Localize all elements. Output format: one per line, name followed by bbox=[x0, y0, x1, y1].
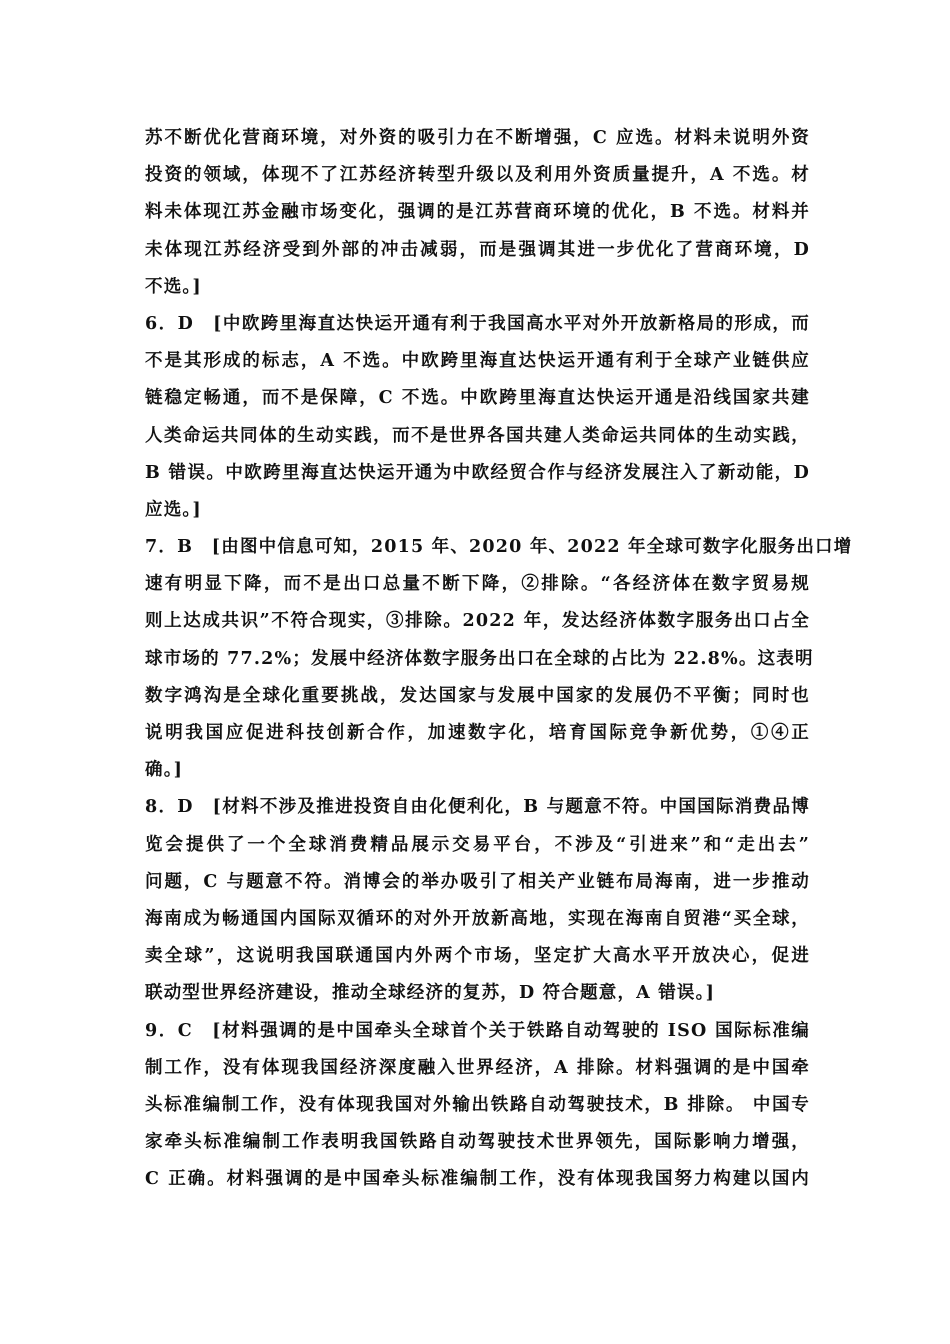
text-line: C 正确。材料强调的是中国牵头标准编制工作，没有体现我国努力构建以国内 bbox=[145, 1169, 810, 1190]
question-7-answer: 7．B [由图中信息可知，2015 年、2020 年、2022 年全球可数字化服务出口增 bbox=[145, 537, 853, 558]
text-line: 应选。] bbox=[145, 499, 202, 520]
text-line: 则上达成共识”不符合现实，③排除。2022 年，发达经济体数字服务出口占全 bbox=[145, 611, 810, 632]
text-line: 联动型世界经济建设，推动全球经济的复苏，D 符合题意，A 错误。] bbox=[145, 983, 716, 1004]
text-line: 不是其形成的标志，A 不选。中欧跨里海直达快运开通有利于全球产业链供应 bbox=[145, 351, 810, 372]
text-line: 确。] bbox=[145, 760, 184, 781]
text-line: 头标准编制工作，没有体现我国对外输出铁路自动驾驶技术，B 排除。 中国专 bbox=[145, 1094, 810, 1115]
text-line: 海南成为畅通国内国际双循环的对外开放新高地，实现在海南自贸港“买全球， bbox=[145, 908, 810, 929]
text-line: 问题，C 与题意不符。消博会的举办吸引了相关产业链布局海南，进一步推动 bbox=[145, 871, 810, 892]
text-line: 人类命运共同体的生动实践，而不是世界各国共建人类命运共同体的生动实践， bbox=[145, 425, 810, 446]
text-line: B 错误。中欧跨里海直达快运开通为中欧经贸合作与经济发展注入了新动能，D bbox=[145, 462, 810, 483]
question-6-answer: 6．D [中欧跨里海直达快运开通有利于我国高水平对外开放新格局的形成，而 bbox=[145, 313, 810, 334]
answer-explanations bbox=[145, 120, 853, 1198]
text-line: 苏不断优化营商环境，对外资的吸引力在不断增强，C 应选。材料未说明外资 bbox=[145, 128, 810, 148]
text-line: 说明我国应促进科技创新合作，加速数字化，培育国际竞争新优势，①④正 bbox=[145, 723, 810, 743]
text-line: 球市场的 77.2%；发展中经济体数字服务出口在全球的占比为 22.8%。这表明 bbox=[145, 648, 814, 669]
text-line: 投资的领域，体现不了江苏经济转型升级以及利用外资质量提升，A 不选。材 bbox=[145, 165, 810, 186]
text-line: 链稳定畅通，而不是保障，C 不选。中欧跨里海直达快运开通是沿线国家共建 bbox=[145, 388, 810, 409]
text-line: 卖全球”，这说明我国联通国内外两个市场，坚定扩大高水平开放决心，促进 bbox=[145, 946, 810, 967]
text-line: 制工作，没有体现我国经济深度融入世界经济，A 排除。材料强调的是中国牵 bbox=[145, 1057, 810, 1078]
text-line: 家牵头标准编制工作表明我国铁路自动驾驶技术世界领先，国际影响力增强， bbox=[145, 1132, 810, 1153]
question-8-answer: 8．D [材料不涉及推进投资自由化便利化，B 与题意不符。中国国际消费品博 bbox=[145, 797, 810, 818]
question-9-answer: 9．C [材料强调的是中国牵头全球首个关于铁路自动驾驶的 ISO 国际标准编 bbox=[145, 1020, 810, 1041]
text-line: 未体现江苏经济受到外部的冲击减弱，而是强调其进一步优化了营商环境，D bbox=[145, 239, 810, 260]
text-line: 料未体现江苏金融市场变化，强调的是江苏营商环境的优化，B 不选。材料并 bbox=[145, 202, 810, 223]
text-line: 数字鸿沟是全球化重要挑战，发达国家与发展中国家的发展仍不平衡；同时也 bbox=[145, 685, 810, 706]
text-line: 不选。] bbox=[145, 276, 202, 297]
text-line: 览会提供了一个全球消费精品展示交易平台，不涉及“引进来”和“走出去” bbox=[145, 834, 810, 855]
text-line: 速有明显下降，而不是出口总量不断下降，②排除。“各经济体在数字贸易规 bbox=[145, 574, 810, 595]
